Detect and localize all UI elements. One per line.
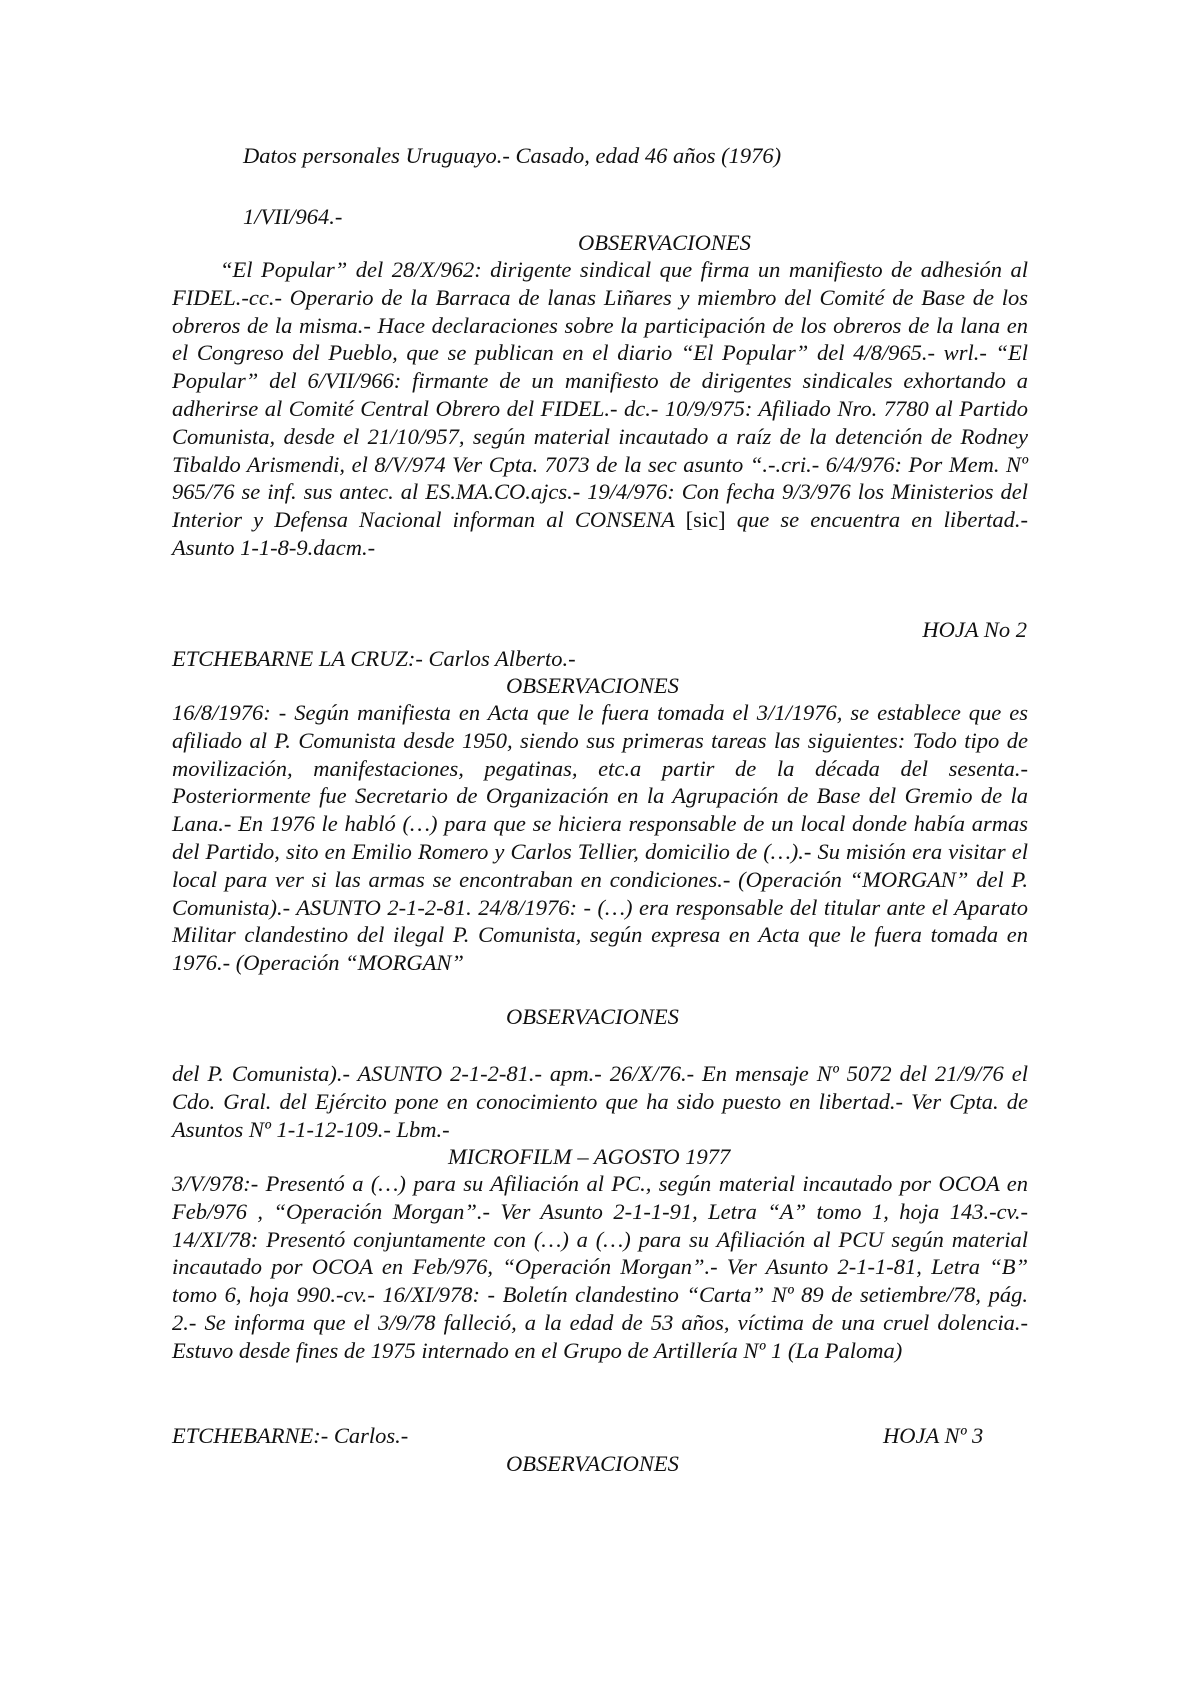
paragraph-1-end: que se encuentra en libertad.- Asunto 1-1-8-9.dacm.- [172,507,1029,560]
microfilm-heading: MICROFILM – AGOSTO 1977 [448,1144,731,1169]
sic-note: [sic] [685,507,726,533]
sheet-number-3: HOJA Nº 3 [883,1423,984,1448]
observations-paragraph-4: 3/V/978:- Presentó a (…) para su Afiliación al PC., según material incautado por OCOA en Feb/976 , “Operación Morgan”.- Ver Asunto 2-1-1-91, Letra “A” tomo 1, hoja 143.-cv.- 14/XI/78: Presentó conjuntamente con (…) a (…) para su Afiliación al PCU según material incautado por OCOA en Feb/976, “Operación Morgan”.- Ver Asunto 2-1-1-81, Letra “B” tomo 6, hoja 990.-cv.- 16/XI/978: - Boletín clandestino “Carta” Nº 89 de setiembre/78, pág. 2.- Se informa que el 3/9/78 falleció, a la edad de 53 años, víctima de una cruel dolencia.- Estuvo desde fines de 1975 internado en el Grupo de Artillería Nº 1 (La Paloma) [172,1171,1028,1363]
observations-paragraph-2: 16/8/1976: - Según manifiesta en Acta que le fuera tomada el 3/1/1976, se establece que es afiliado al P. Comunista desde 1950, siendo sus primeras tareas las siguientes: Todo tipo de movilización, manifestaciones, pegatinas, etc.a partir de la década del sesenta.- Posteriormente fue Secretario de Organización en la Agrupación de Base del Gremio de la Lana.- En 1976 le habló (…) para que se hiciera responsable de un local donde había armas del Partido, sito en Emilio Romero y Carlos Tellier, domicilio de (…).- Su misión era visitar el local para ver si las armas se encontraban en condiciones.- (Operación “MORGAN” del P. Comunista).- ASUNTO 2-1-2-81. 24/8/1976: - (…) era responsable del titular ante el Aparato Militar clandestino del ilegal P. Comunista, según expresa en Acta que le fuera tomada en 1976.- (Operación “MORGAN” [172,700,1028,976]
personal-data-line: Datos personales Uruguayo.- Casado, edad 46 años (1976) [243,143,782,168]
person-name-heading-1: ETCHEBARNE LA CRUZ:- Carlos Alberto.- [172,646,576,671]
observaciones-heading-2: OBSERVACIONES [506,673,679,698]
date-line: 1/VII/964.- [243,204,343,229]
paragraph-1-text: “El Popular” del 28/X/962: dirigente sindical que firma un manifiesto de adhesión al FIDEL.-cc.- Operario de la Barraca de lanas Liñares y miembro del Comité de Base de los obreros de la misma.- Hace declaraciones sobre la participación de los obreros de la lana en el Congreso del Pueblo, que se publican en el diario “El Popular” del 4/8/965.- wrl.- “El Popular” del 6/VII/966: firmante de un manifiesto de dirigentes sindicales exhortando a adherirse al Comité Central Obrero del FIDEL.- dc.- 10/9/975: Afiliado Nro. 7780 al Partido Comunista, desde el 21/10/957, según material incautado a raíz de la detención de Rodney Tibaldo Arismendi, el 8/V/974 Ver Cpta. 7073 de la sec asunto “.-.cri.- 6/4/976: Por Mem. Nº 965/76 se inf. sus antec. al ES.MA.CO.ajcs.- 19/4/976: Con fecha 9/3/976 los Ministerios del Interior y Defensa Nacional informan al CONSENA [172,257,1028,533]
observaciones-heading-4: OBSERVACIONES [506,1451,679,1476]
observaciones-heading-1: OBSERVACIONES [578,230,751,255]
observations-paragraph-3: del P. Comunista).- ASUNTO 2-1-2-81.- apm.- 26/X/76.- En mensaje Nº 5072 del 21/9/76 el Cdo. Gral. del Ejército pone en conocimiento que ha sido puesto en libertad.- Ver Cpta. de Asuntos Nº 1-1-12-109.- Lbm.- [172,1061,1028,1142]
observations-paragraph-1 [172,256,1028,562]
sheet-number-2: HOJA No 2 [922,617,1027,642]
observaciones-heading-3: OBSERVACIONES [506,1004,679,1029]
person-name-heading-2: ETCHEBARNE:- Carlos.- [172,1423,409,1448]
